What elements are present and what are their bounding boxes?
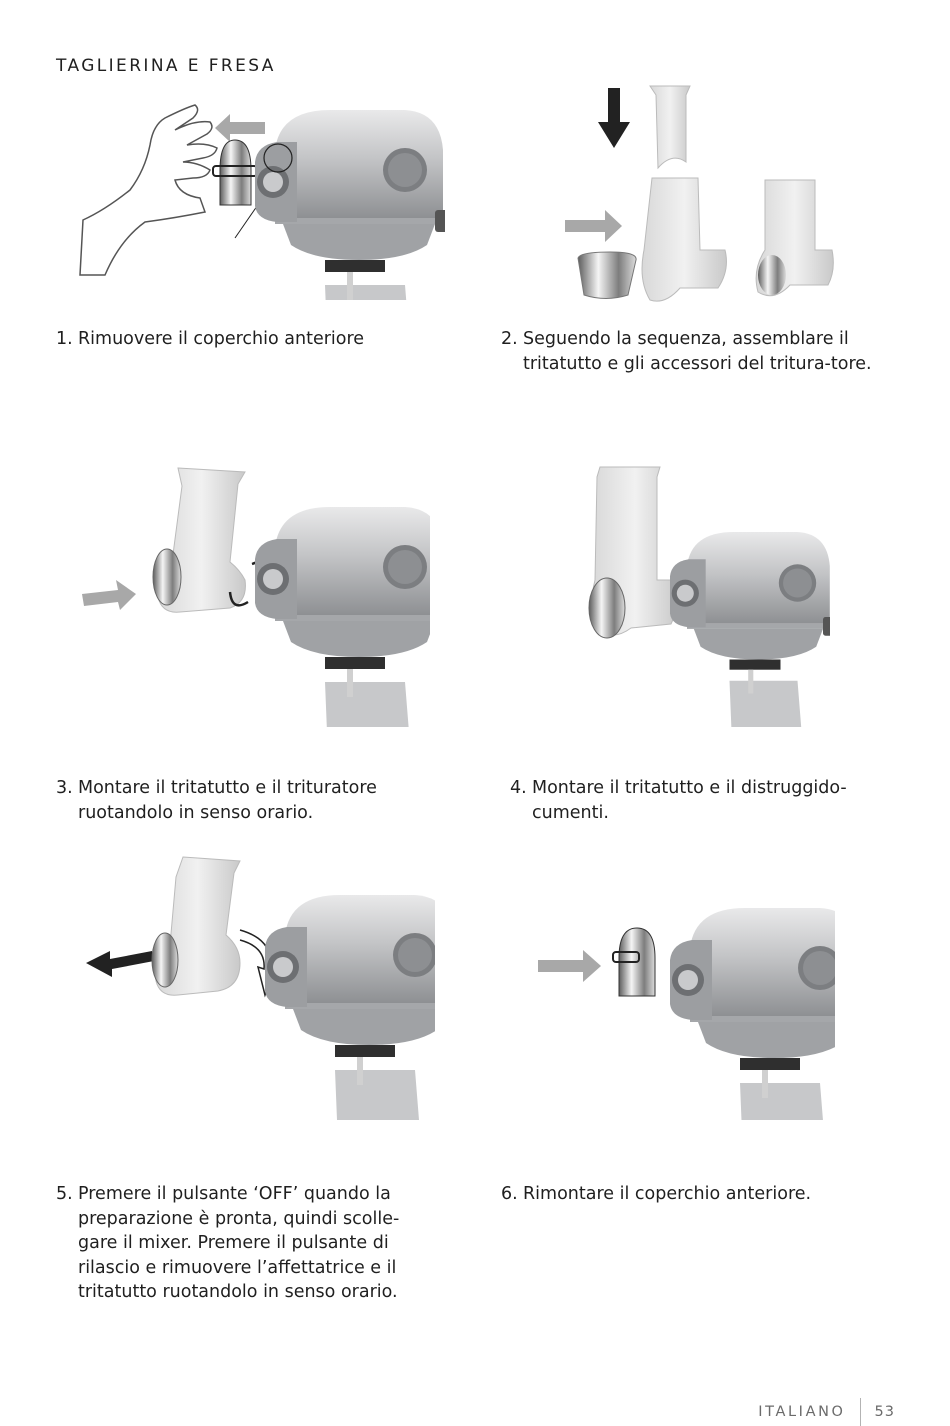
step-6 [501, 1182, 893, 1207]
step-text: Premere il pulsante ‘OFF’ quando la preparazione è pronta, quindi scolle-gare il mixer. Premere il pulsante di rilascio e rimuovere l’affettatrice e il tritatutto ruotandolo in senso orario. [78, 1184, 400, 1302]
step-number: 3. [56, 778, 73, 798]
footer-language: ITALIANO [758, 1404, 846, 1420]
page-number: 53 [874, 1404, 895, 1420]
step-text: Seguendo la sequenza, assemblare il tritatutto e gli accessori del tritura-tore. [523, 329, 872, 374]
page-footer [758, 1398, 895, 1426]
illustration-mount-shredder-assembled [585, 462, 830, 727]
illustration-remove-shredder [80, 855, 435, 1120]
step-3 [56, 776, 436, 825]
step-text: Montare il tritatutto e il distruggido-cumenti. [532, 778, 847, 823]
illustration-remove-front-cover [75, 100, 445, 300]
illustration-assemble-shredder [560, 80, 850, 310]
section-title: TAGLIERINA E FRESA [56, 56, 276, 76]
footer-divider [860, 1398, 861, 1426]
step-1 [56, 327, 476, 352]
step-number: 6. [501, 1184, 518, 1204]
step-text: Montare il tritatutto e il trituratore ruotandolo in senso orario. [78, 778, 377, 823]
illustration-mount-shredder-clockwise [80, 462, 430, 727]
step-number: 4. [510, 778, 527, 798]
step-number: 1. [56, 329, 73, 349]
step-text: Rimuovere il coperchio anteriore [78, 329, 365, 349]
step-2 [501, 327, 893, 376]
step-text: Rimontare il coperchio anteriore. [523, 1184, 812, 1204]
step-number: 2. [501, 329, 518, 349]
illustration-refit-front-cover [535, 900, 835, 1120]
step-5 [56, 1182, 436, 1305]
step-4 [510, 776, 890, 825]
step-number: 5. [56, 1184, 73, 1204]
